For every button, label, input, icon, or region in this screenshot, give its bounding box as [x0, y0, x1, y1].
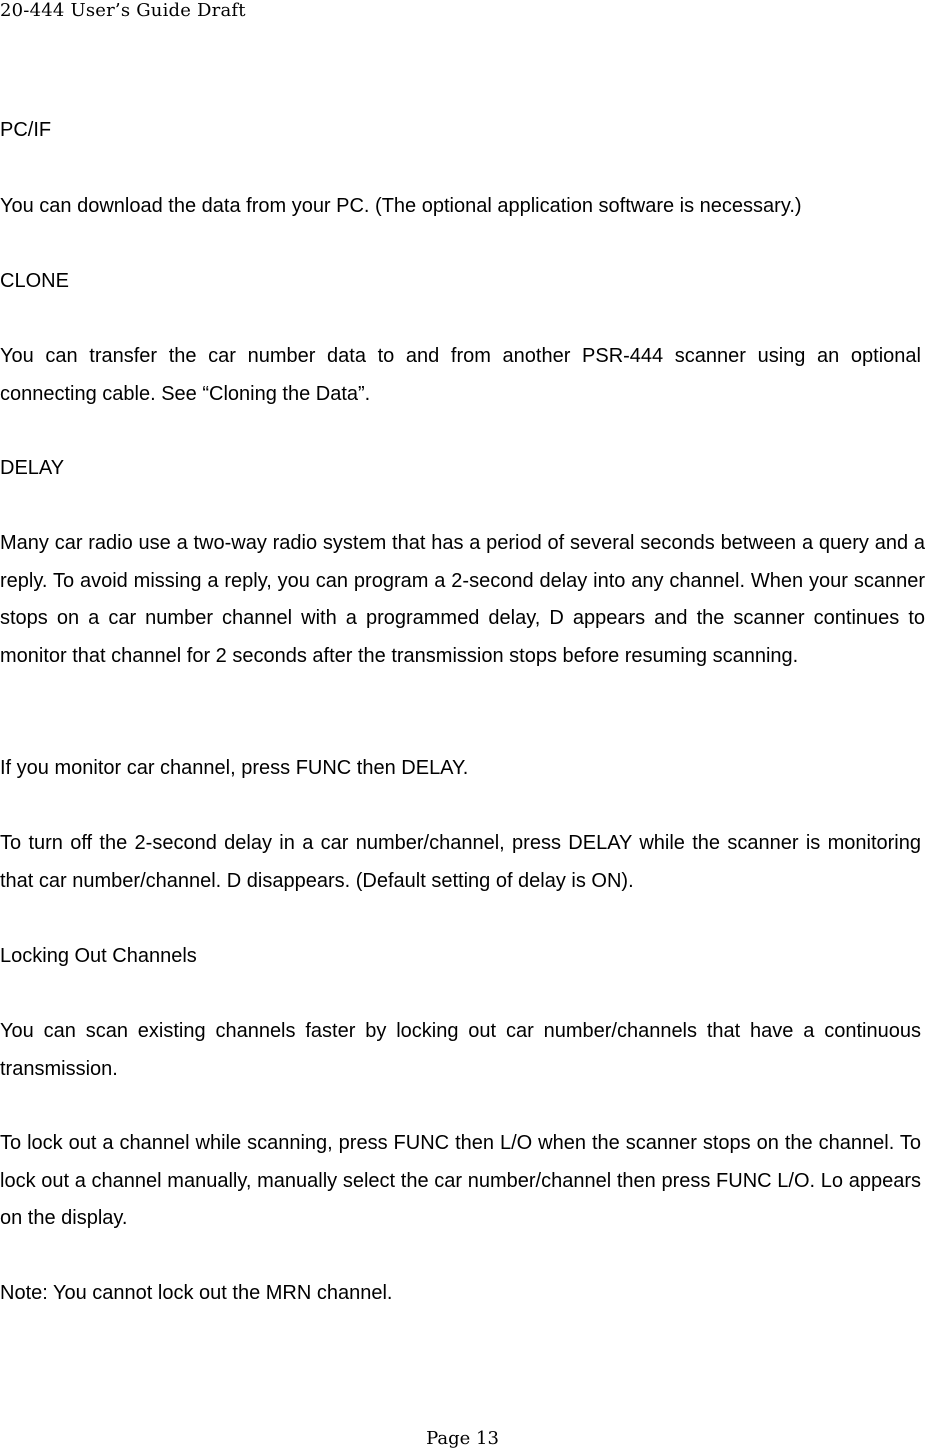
pcif-paragraph: You can download the data from your PC. (The optional application software is necessary.): [0, 195, 802, 217]
page-number: Page 13: [426, 1428, 499, 1449]
clone-heading: CLONE: [0, 270, 69, 292]
pcif-heading: PC/IF: [0, 119, 52, 141]
lockout-paragraph-2: To lock out a channel while scanning, press FUNC then L/O when the scanner stops on the channel. To lock out a channel manually, manually select the car number/channel then press FUNC L/O. Lo appears on the display.: [0, 1132, 921, 1229]
delay-paragraph-1: Many car radio use a two-way radio system that has a period of several seconds between a query and a reply. To avoid missing a reply, you can program a 2-second delay into any channel. When your scanner stops on a car number channel with a programmed delay, D appears and the scanner continues to monitor that channel for 2 seconds after the transmission stops before resuming scanning.: [0, 532, 925, 667]
lockout-heading: Locking Out Channels: [0, 945, 197, 967]
clone-paragraph: You can transfer the car number data to and from another PSR-444 scanner using an optional connecting cable. See “Cloning the Data”.: [0, 345, 921, 405]
note-paragraph: Note: You cannot lock out the MRN channel.: [0, 1282, 393, 1304]
delay-paragraph-2: If you monitor car channel, press FUNC then DELAY.: [0, 757, 469, 779]
document-header: 20-444 User’s Guide Draft: [0, 0, 246, 21]
delay-paragraph-3: To turn off the 2-second delay in a car number/channel, press DELAY while the scanner is monitoring that car number/channel. D disappears. (Default setting of delay is ON).: [0, 832, 921, 892]
delay-heading: DELAY: [0, 457, 65, 479]
lockout-paragraph-1: You can scan existing channels faster by locking out car number/channels that have a continuous transmission.: [0, 1020, 921, 1080]
